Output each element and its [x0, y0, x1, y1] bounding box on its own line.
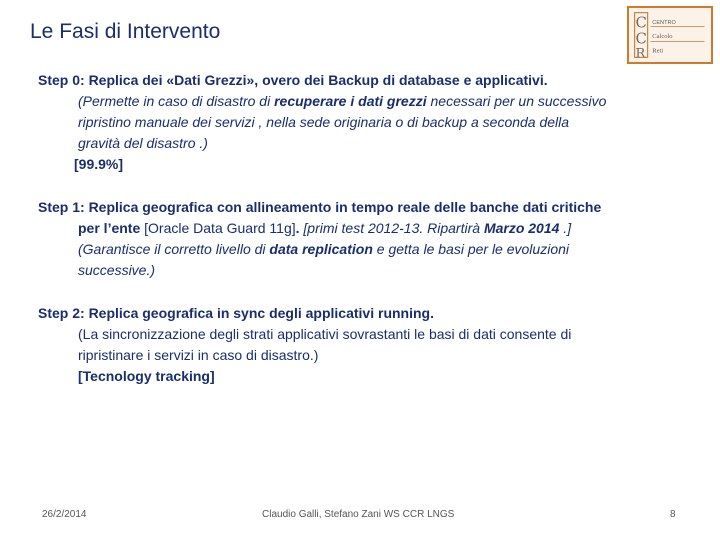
- step-2-heading: Step 2: Replica geografica in sync degli applicativi running.: [38, 305, 434, 321]
- step-2-line-4: [Tecnology tracking]: [78, 368, 215, 384]
- footer-date: 26/2/2014: [42, 509, 87, 520]
- svg-text:R: R: [635, 46, 646, 62]
- step-1: [38, 197, 698, 281]
- logo-line-2: Calcolo: [652, 32, 673, 40]
- step-0-line-3: gravità del disastro .): [78, 135, 208, 151]
- step-1-line-2: per l’ente [Oracle Data Guard 11g]. [primi test 2012-13. Ripartirà Marzo 2014 .]: [78, 220, 572, 236]
- step-2-line-2: (La sincronizzazione degli strati applicativi sovrastanti le basi di dati consente di: [78, 326, 572, 342]
- svg-text:C: C: [635, 29, 647, 48]
- slide-title: Le Fasi di Intervento: [30, 20, 221, 43]
- footer-authors: Claudio Galli, Stefano Zani WS CCR LNGS: [262, 509, 455, 520]
- step-0-line-2: ripristino manuale dei servizi , nella sede originaria o di backup a seconda della: [78, 114, 570, 130]
- step-1-line-3: (Garantisce il corretto livello di data replication e getta le basi per le evoluzioni: [78, 241, 569, 257]
- step-1-line-4: successive.): [78, 262, 156, 278]
- logo-line-1: CENTRO: [652, 19, 676, 26]
- step-0-availability: [99.9%]: [74, 156, 124, 172]
- ccr-logo: [627, 6, 713, 64]
- svg-text:C: C: [635, 13, 647, 32]
- step-1-heading: Step 1: Replica geografica con allineamento in tempo reale delle banche dati critiche: [38, 199, 602, 215]
- footer-page-number: 8: [670, 509, 676, 520]
- ccr-logo-icon: [629, 8, 711, 62]
- step-2: [38, 303, 698, 387]
- step-0: [38, 70, 698, 175]
- step-0-heading: Step 0: Replica dei «Dati Grezzi», overo dei Backup di database e applicativi.: [38, 72, 548, 88]
- step-2-line-3: ripristinare i servizi in caso di disastro.): [78, 347, 319, 363]
- logo-line-3: Reti: [652, 47, 664, 55]
- step-0-line-1: (Permette in caso di disastro di recuperare i dati grezzi necessari per un successivo: [78, 93, 607, 109]
